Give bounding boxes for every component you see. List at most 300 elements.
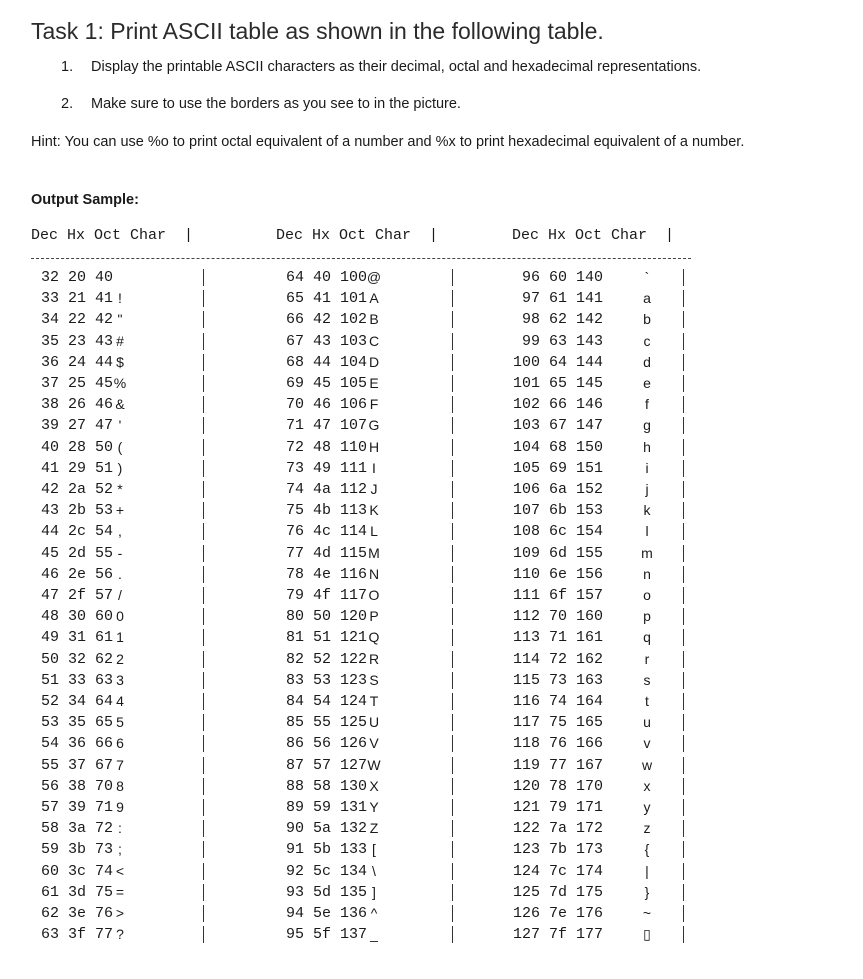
table-row (286, 267, 462, 288)
ascii-char: b (643, 311, 651, 328)
code-values: 71 47 107 (286, 417, 368, 435)
ascii-char: r (644, 650, 650, 667)
ascii-char: > (115, 905, 125, 921)
table-row (286, 839, 462, 860)
ascii-char: - (117, 544, 123, 561)
code-values: 48 30 60 (41, 608, 114, 626)
column-border (683, 863, 684, 880)
code-values: 45 2d 55 (41, 544, 114, 562)
code-values: 102 66 146 (513, 396, 604, 414)
column-border (683, 333, 684, 350)
ascii-char: , (118, 523, 122, 540)
ascii-char: F (369, 396, 379, 413)
code-values: 85 55 125 (286, 714, 368, 732)
column-border (203, 375, 204, 392)
ascii-char: . (118, 565, 122, 582)
column-border (683, 460, 684, 477)
code-values: 75 4b 113 (286, 502, 368, 520)
table-row (286, 458, 462, 479)
column-border (452, 396, 453, 413)
code-values: 118 76 166 (513, 735, 604, 753)
column-border (203, 735, 204, 752)
ascii-char: * (117, 481, 123, 497)
ascii-char: C (368, 332, 380, 349)
output-sample-label: Output Sample: (31, 192, 139, 208)
column-border (683, 884, 684, 901)
column-border (683, 481, 684, 498)
ascii-char: ` (644, 269, 650, 285)
code-values: 65 41 101 (286, 290, 368, 308)
table-row (513, 924, 693, 945)
column-border (452, 460, 453, 477)
table-row (513, 670, 693, 691)
table-row (513, 776, 693, 797)
column-border (452, 290, 453, 307)
code-values: 92 5c 134 (286, 862, 368, 880)
column-border (203, 545, 204, 562)
code-values: 100 64 144 (513, 353, 604, 371)
table-row (513, 903, 693, 924)
column-border (203, 926, 204, 943)
ascii-char: 2 (116, 650, 124, 667)
column-border (452, 714, 453, 731)
table-row (286, 712, 462, 733)
code-values: 94 5e 136 (286, 905, 368, 922)
column-border (683, 926, 684, 943)
column-border (203, 672, 204, 689)
code-values: 97 61 141 (513, 290, 604, 308)
code-values: 115 73 163 (513, 671, 604, 689)
instruction-item (61, 93, 701, 130)
ascii-char: } (644, 883, 650, 900)
column-border (452, 884, 453, 901)
code-values: 33 21 41 (41, 290, 114, 308)
table-row (41, 861, 213, 882)
table-row (513, 818, 693, 839)
code-values: 50 32 62 (41, 650, 114, 668)
ascii-char: | (645, 862, 649, 879)
table-row (41, 818, 213, 839)
code-values: 54 36 66 (41, 735, 114, 753)
ascii-char: i (645, 459, 649, 476)
table-row (286, 755, 462, 776)
ascii-char: " (117, 311, 123, 328)
table-row (41, 924, 213, 945)
code-values: 46 2e 56 (41, 565, 114, 583)
column-border (203, 333, 204, 350)
table-row (513, 691, 693, 712)
ascii-char: ' (118, 417, 122, 434)
column-border (452, 311, 453, 328)
ascii-char: z (643, 820, 651, 837)
table-row (513, 479, 693, 500)
code-values: 69 45 105 (286, 375, 368, 392)
code-values: 64 40 100 (286, 269, 368, 286)
column-border (203, 629, 204, 646)
column-border (683, 290, 684, 307)
code-values: 104 68 150 (513, 438, 604, 456)
table-row (286, 288, 462, 309)
column-border (683, 651, 684, 668)
table-row (41, 415, 213, 436)
table-row (41, 564, 213, 585)
column-border (683, 905, 684, 922)
code-values: 67 43 103 (286, 332, 368, 350)
ascii-char: a (643, 290, 651, 307)
code-values: 113 71 161 (513, 629, 604, 647)
table-row (286, 903, 462, 924)
code-values: 44 2c 54 (41, 523, 114, 541)
table-row (41, 458, 213, 479)
table-row (41, 543, 213, 564)
column-border (683, 693, 684, 710)
column-border (683, 269, 684, 286)
ascii-char: c (643, 332, 651, 349)
ascii-char: D (368, 353, 380, 370)
table-row (286, 500, 462, 521)
column-border (452, 354, 453, 371)
code-values: 78 4e 116 (286, 565, 368, 583)
table-row (513, 882, 693, 903)
table-row (41, 585, 213, 606)
code-values: 98 62 142 (513, 311, 604, 329)
ascii-char: + (115, 502, 125, 519)
table-row (286, 627, 462, 648)
ascii-char: _ (370, 926, 378, 943)
ascii-char: R (368, 650, 380, 667)
ascii-char: A (369, 290, 379, 307)
column-border (683, 799, 684, 816)
code-values: 88 58 130 (286, 777, 368, 795)
table-row (286, 309, 462, 330)
column-border (203, 396, 204, 413)
table-row (513, 585, 693, 606)
code-values: 86 56 126 (286, 735, 368, 753)
ascii-char: ! (118, 290, 122, 307)
code-values: 35 23 43 (41, 332, 114, 350)
ascii-char: Y (369, 799, 379, 815)
ascii-char: d (643, 353, 651, 370)
code-values: 95 5f 137 (286, 926, 368, 944)
code-values: 55 37 67 (41, 756, 114, 774)
ascii-char: 5 (116, 714, 124, 731)
ascii-char: ^ (370, 905, 378, 921)
table-row (286, 882, 462, 903)
table-row (41, 352, 213, 373)
ascii-char: H (368, 438, 380, 455)
table-row (286, 394, 462, 415)
page-title: Task 1: Print ASCII table as shown in the following table. (31, 18, 604, 44)
ascii-char: ; (118, 841, 122, 858)
column-border (683, 672, 684, 689)
table-row (286, 691, 462, 712)
column-border (452, 417, 453, 434)
column-border (203, 502, 204, 519)
column-border (683, 566, 684, 583)
column-border (203, 714, 204, 731)
code-values: 111 6f 157 (513, 587, 604, 604)
instruction-text: Make sure to use the borders as you see to in the picture. (91, 96, 461, 112)
column-border (203, 290, 204, 307)
code-values: 114 72 162 (513, 650, 604, 668)
ascii-char: e (643, 375, 651, 391)
ascii-char: n (643, 565, 651, 582)
instruction-list (61, 56, 701, 130)
table-row (286, 352, 462, 373)
column-border (452, 820, 453, 837)
code-values: 63 3f 77 (41, 926, 114, 944)
column-border (203, 460, 204, 477)
column-border (452, 926, 453, 943)
ascii-char: O (368, 587, 380, 603)
code-values: 122 7a 172 (513, 820, 604, 838)
ascii-char: y (643, 799, 651, 815)
ascii-char: B (369, 311, 379, 328)
ascii-char: s (643, 671, 651, 688)
column-border (203, 799, 204, 816)
table-row (286, 437, 462, 458)
table-row (286, 818, 462, 839)
ascii-char: < (115, 862, 125, 879)
code-values: 57 39 71 (41, 799, 114, 816)
ascii-char: m (641, 544, 653, 561)
table-row (286, 564, 462, 585)
instruction-number: 2. (61, 96, 74, 112)
column-border (683, 735, 684, 752)
code-values: 116 74 164 (513, 693, 604, 710)
ascii-char: : (118, 820, 122, 837)
ascii-char: h (643, 438, 651, 455)
column-border (203, 820, 204, 837)
table-row (513, 288, 693, 309)
code-values: 58 3a 72 (41, 820, 114, 838)
code-values: 103 67 147 (513, 417, 604, 435)
ascii-char: V (369, 735, 379, 752)
code-values: 42 2a 52 (41, 481, 114, 498)
hint-text: Hint: You can use %o to print octal equivalent of a number and %x to print hexadecimal equivalent of a number. (31, 134, 745, 150)
code-values: 61 3d 75 (41, 883, 114, 901)
table-row (286, 331, 462, 352)
table-row (513, 564, 693, 585)
code-values: 47 2f 57 (41, 587, 114, 604)
table-row (286, 670, 462, 691)
code-values: 41 29 51 (41, 459, 114, 477)
table-row (513, 839, 693, 860)
table-row (513, 733, 693, 754)
code-values: 106 6a 152 (513, 481, 604, 498)
code-values: 39 27 47 (41, 417, 114, 435)
ascii-char: $ (116, 353, 124, 370)
code-values: 117 75 165 (513, 714, 604, 732)
column-header: Dec Hx Oct Char | (512, 227, 675, 244)
code-values: 124 7c 174 (513, 862, 604, 880)
column-border (203, 905, 204, 922)
column-border (452, 799, 453, 816)
table-row (513, 649, 693, 670)
column-border (203, 863, 204, 880)
table-row (513, 394, 693, 415)
table-row (41, 712, 213, 733)
ascii-char: ( (117, 438, 123, 455)
column-border (452, 863, 453, 880)
column-border (452, 333, 453, 350)
code-values: 72 48 110 (286, 438, 368, 456)
code-values: 37 25 45 (41, 375, 114, 392)
column-border (203, 481, 204, 498)
ascii-char: k (643, 502, 651, 519)
ascii-char: N (368, 565, 380, 582)
code-values: 121 79 171 (513, 799, 604, 816)
code-values: 56 38 70 (41, 777, 114, 795)
column-border (683, 439, 684, 456)
ascii-char: x (643, 777, 651, 794)
column-border (452, 269, 453, 286)
ascii-char: p (643, 608, 651, 625)
table-row (41, 267, 213, 288)
column-border (203, 884, 204, 901)
ascii-char: W (367, 756, 381, 773)
table-row (513, 437, 693, 458)
code-values: 73 49 111 (286, 459, 368, 477)
code-values: 96 60 140 (513, 269, 604, 286)
column-border (203, 757, 204, 774)
table-row (286, 521, 462, 542)
ascii-char: L (370, 523, 378, 540)
table-row (513, 331, 693, 352)
code-values: 119 77 167 (513, 756, 604, 774)
column-border (203, 269, 204, 286)
column-border (452, 841, 453, 858)
code-values: 34 22 42 (41, 311, 114, 329)
table-row (41, 331, 213, 352)
table-row (286, 479, 462, 500)
table-row (286, 543, 462, 564)
column-border (452, 439, 453, 456)
code-values: 40 28 50 (41, 438, 114, 456)
table-row (513, 458, 693, 479)
table-row (513, 500, 693, 521)
table-row (513, 309, 693, 330)
ascii-char: / (118, 587, 122, 603)
code-values: 52 34 64 (41, 693, 114, 710)
code-values: 93 5d 135 (286, 883, 368, 901)
code-values: 91 5b 133 (286, 841, 368, 859)
ascii-char: { (644, 841, 650, 858)
code-values: 66 42 102 (286, 311, 368, 329)
table-row (513, 861, 693, 882)
table-row (41, 797, 213, 818)
ascii-char: 7 (116, 756, 124, 773)
code-values: 125 7d 175 (513, 883, 604, 901)
code-values: 101 65 145 (513, 375, 604, 392)
column-border (683, 545, 684, 562)
table-row (286, 776, 462, 797)
code-values: 59 3b 73 (41, 841, 114, 859)
code-values: 83 53 123 (286, 671, 368, 689)
ascii-char: j (645, 481, 649, 497)
column-header: Dec Hx Oct Char | (31, 227, 194, 244)
code-values: 81 51 121 (286, 629, 368, 647)
ascii-char: \ (372, 862, 376, 879)
code-values: 109 6d 155 (513, 544, 604, 562)
column-border (683, 841, 684, 858)
column-border (203, 566, 204, 583)
instruction-number: 1. (61, 59, 74, 75)
ascii-char: I (372, 459, 376, 476)
column-border (452, 481, 453, 498)
column-border (683, 311, 684, 328)
column-border (683, 820, 684, 837)
column-border (203, 841, 204, 858)
table-row (286, 924, 462, 945)
code-values: 70 46 106 (286, 396, 368, 414)
table-row (41, 755, 213, 776)
column-border (452, 672, 453, 689)
column-border (452, 651, 453, 668)
table-row (513, 415, 693, 436)
table-row (41, 394, 213, 415)
code-values: 82 52 122 (286, 650, 368, 668)
code-values: 107 6b 153 (513, 502, 604, 520)
code-values: 84 54 124 (286, 693, 368, 710)
table-row (41, 373, 213, 394)
table-row (41, 309, 213, 330)
ascii-char: ) (117, 459, 123, 476)
table-row (41, 437, 213, 458)
table-row (286, 585, 462, 606)
column-border (452, 629, 453, 646)
ascii-char: 4 (116, 693, 124, 709)
ascii-char: ~ (642, 905, 652, 921)
column-border (203, 651, 204, 668)
ascii-char: G (368, 417, 380, 434)
column-border (203, 587, 204, 604)
code-values: 68 44 104 (286, 353, 368, 371)
ascii-char: ▯ (643, 926, 651, 943)
code-values: 32 20 40 (41, 269, 114, 286)
table-row (41, 521, 213, 542)
code-values: 77 4d 115 (286, 544, 368, 562)
column-border (203, 311, 204, 328)
code-values: 62 3e 76 (41, 905, 114, 922)
column-border (683, 417, 684, 434)
table-row (513, 521, 693, 542)
table-row (513, 373, 693, 394)
table-row (513, 755, 693, 776)
instruction-item (61, 56, 701, 93)
ascii-char: U (368, 714, 380, 731)
ascii-char: & (115, 396, 125, 413)
ascii-char: o (643, 587, 651, 603)
ascii-char: 0 (116, 608, 124, 625)
column-border (452, 778, 453, 795)
column-border (683, 778, 684, 795)
table-row (286, 606, 462, 627)
code-values: 36 24 44 (41, 353, 114, 371)
ascii-char: w (641, 756, 653, 773)
column-border (683, 608, 684, 625)
table-row (513, 267, 693, 288)
column-border (683, 629, 684, 646)
code-values: 120 78 170 (513, 777, 604, 795)
ascii-char: 9 (116, 799, 124, 815)
column-border (683, 757, 684, 774)
ascii-char: v (643, 735, 651, 752)
code-values: 79 4f 117 (286, 587, 368, 604)
ascii-char: 1 (116, 629, 124, 646)
code-values: 110 6e 156 (513, 565, 604, 583)
ascii-char: J (370, 481, 378, 497)
